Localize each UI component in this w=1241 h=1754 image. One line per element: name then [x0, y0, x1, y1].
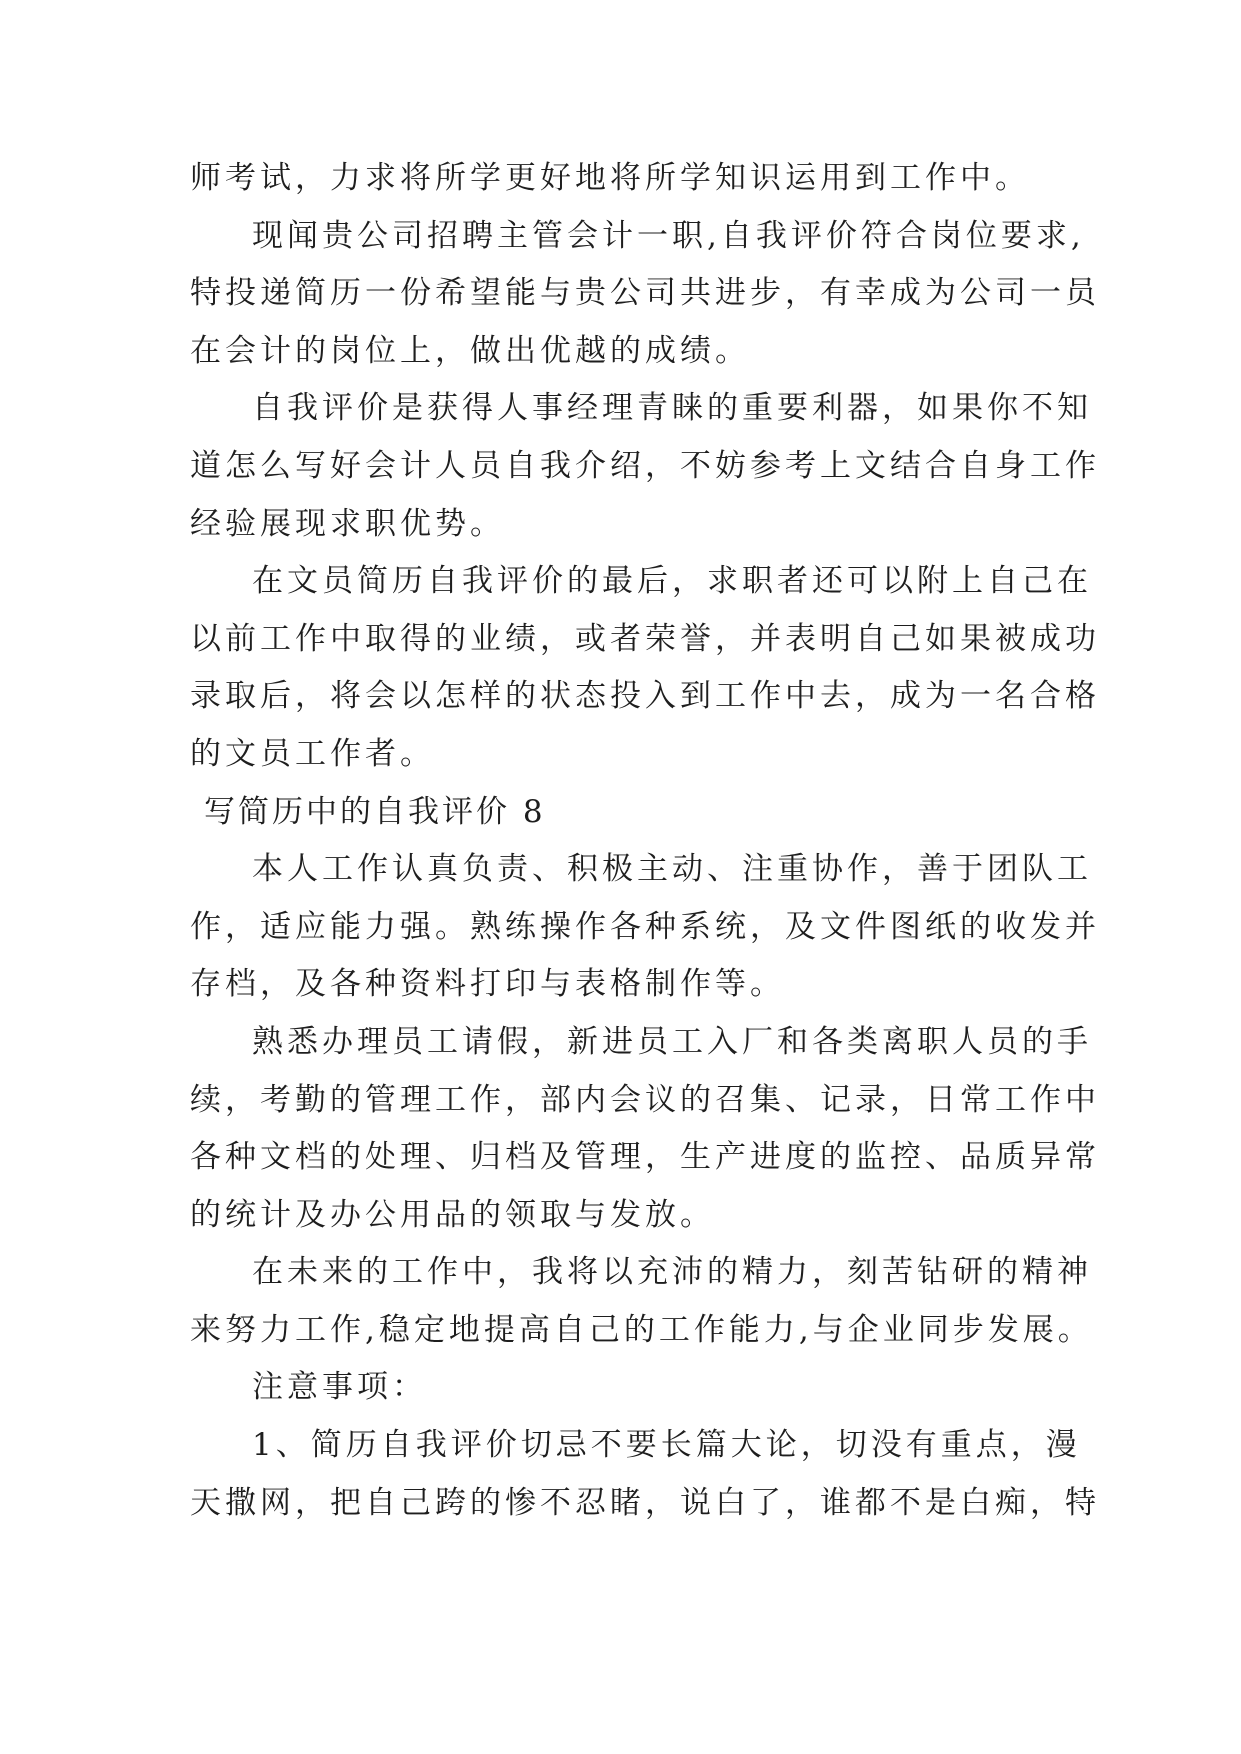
text-line: 作，适应能力强。熟练操作各种系统，及文件图纸的收发并	[190, 908, 1100, 945]
section-heading: 写简历中的自我评价 8	[204, 793, 546, 830]
text-line: 各种文档的处理、归档及管理，生产进度的监控、品质异常	[190, 1139, 1100, 1176]
text-line: 录取后，将会以怎样的状态投入到工作中去，成为一名合格	[190, 678, 1100, 715]
text-line: 以前工作中取得的业绩，或者荣誉，并表明自己如果被成功	[190, 620, 1100, 657]
text-line: 来努力工作,稳定地提高自己的工作能力,与企业同步发展。	[190, 1311, 1093, 1348]
paragraph-first-line: 在未来的工作中，我将以充沛的精力，刻苦钻研的精神	[252, 1254, 1092, 1291]
text-line: 的文员工作者。	[190, 735, 435, 772]
paragraph-first-line: 1、简历自我评价切忌不要长篇大论，切没有重点，漫	[252, 1427, 1081, 1464]
document-body	[190, 150, 1100, 1532]
notes-heading: 注意事项：	[252, 1369, 427, 1406]
text-line: 师考试，力求将所学更好地将所学知识运用到工作中。	[190, 160, 1030, 196]
paragraph-first-line: 本人工作认真负责、积极主动、注重协作，善于团队工	[252, 851, 1092, 888]
paragraph-first-line: 熟悉办理员工请假，新进员工入厂和各类离职人员的手	[252, 1023, 1092, 1060]
paragraph-first-line: 自我评价是获得人事经理青睐的重要利器，如果你不知	[252, 390, 1092, 427]
text-line: 道怎么写好会计人员自我介绍，不妨参考上文结合自身工作	[190, 447, 1100, 484]
text-line: 存档，及各种资料打印与表格制作等。	[190, 966, 785, 1003]
text-line: 续，考勤的管理工作，部内会议的召集、记录，日常工作中	[190, 1081, 1100, 1118]
text-line: 在会计的岗位上，做出优越的成绩。	[190, 332, 750, 369]
text-line: 经验展现求职优势。	[190, 505, 505, 542]
paragraph-first-line: 在文员简历自我评价的最后，求职者还可以附上自己在	[252, 563, 1092, 600]
text-line: 天撒网，把自己跨的惨不忍睹，说白了，谁都不是白痴，特	[190, 1484, 1100, 1521]
text-line: 特投递简历一份希望能与贵公司共进步，有幸成为公司一员	[190, 275, 1100, 312]
paragraph-first-line: 现闻贵公司招聘主管会计一职,自我评价符合岗位要求,	[252, 217, 1085, 254]
text-line: 的统计及办公用品的领取与发放。	[190, 1196, 715, 1233]
